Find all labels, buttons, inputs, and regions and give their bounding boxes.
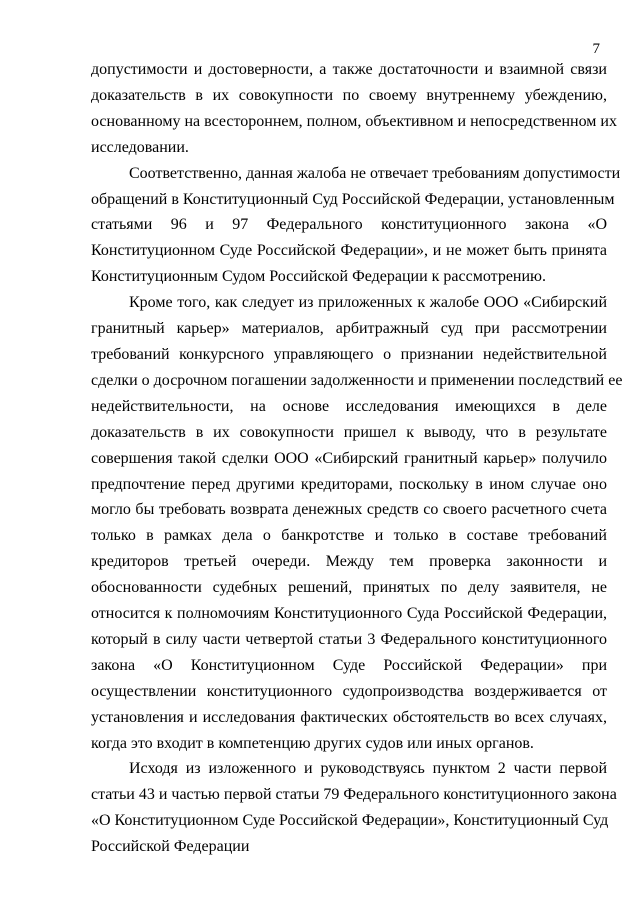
page-number: 7: [592, 41, 600, 57]
text-line: могло бы требовать возврата денежных средств со своего расчетного счета: [91, 501, 607, 519]
text-line: закона «О Конституционном Суде Российской Федерации» при: [91, 656, 607, 674]
text-line: предпочтение перед другими кредиторами, поскольку в ином случае оно: [91, 475, 607, 493]
text-line: доказательств в их совокупности пришел к выводу, что в результате: [91, 423, 607, 441]
text-line: недействительности, на основе исследования имеющихся в деле: [91, 397, 607, 415]
text-line: доказательств в их совокупности по своему внутреннему убеждению,: [91, 86, 607, 104]
text-line: Кроме того, как следует из приложенных к жалобе ООО «Сибирский: [129, 294, 607, 312]
document-body: [91, 57, 623, 860]
text-line: который в силу части четвертой статьи 3 Федерального конституционного: [91, 630, 607, 648]
text-line: обоснованности судебных решений, принятых по делу заявителя, не: [91, 579, 607, 597]
text-line: кредиторов третьей очереди. Между тем проверка законности и: [91, 553, 607, 571]
text-line: гранитный карьер» материалов, арбитражный суд при рассмотрении: [91, 320, 607, 338]
text-line: допустимости и достоверности, а также достаточности и взаимной связи: [91, 61, 607, 78]
text-line: только в рамках дела о банкротстве и только в составе требований: [91, 527, 607, 545]
text-line: исследовании.: [91, 138, 189, 156]
text-line: Исходя из изложенного и руководствуясь пунктом 2 части первой: [129, 760, 607, 778]
text-line: установления и исследования фактических обстоятельств во всех случаях,: [91, 708, 607, 726]
paragraph: [91, 161, 621, 291]
text-line: статьи 43 и частью первой статьи 79 Федерального конституционного закона: [91, 786, 617, 804]
text-line: когда это входит в компетенцию других судов или иных органов.: [91, 734, 534, 752]
text-line: требований конкурсного управляющего о признании недействительной: [91, 345, 607, 363]
text-line: совершения такой сделки ООО «Сибирский гранитный карьер» получило: [91, 449, 607, 467]
text-line: обращений в Конституционный Суд Российской Федерации, установленным: [91, 190, 615, 208]
text-line: относится к полномочиям Конституционного Суда Российской Федерации,: [91, 605, 607, 623]
text-line: осуществлении конституционного судопроизводства воздерживается от: [91, 682, 607, 700]
text-line: Конституционным Судом Российской Федерации к рассмотрению.: [91, 268, 546, 286]
paragraph: [91, 756, 617, 860]
text-line: основанному на всестороннем, полном, объективном и непосредственном их: [91, 112, 617, 130]
text-line: Конституционном Суде Российской Федерации», и не может быть принята: [91, 242, 607, 260]
text-line: сделки о досрочном погашении задолженности и применении последствий ее: [91, 371, 623, 389]
text-line: «О Конституционном Суде Российской Федерации», Конституционный Суд: [91, 812, 609, 830]
text-line: статьями 96 и 97 Федерального конституционного закона «О: [91, 216, 607, 234]
text-line: Соответственно, данная жалоба не отвечает требованиям допустимости: [129, 164, 621, 182]
paragraph: [91, 57, 617, 161]
paragraph: [91, 290, 623, 756]
text-line: Российской Федерации: [91, 838, 250, 856]
